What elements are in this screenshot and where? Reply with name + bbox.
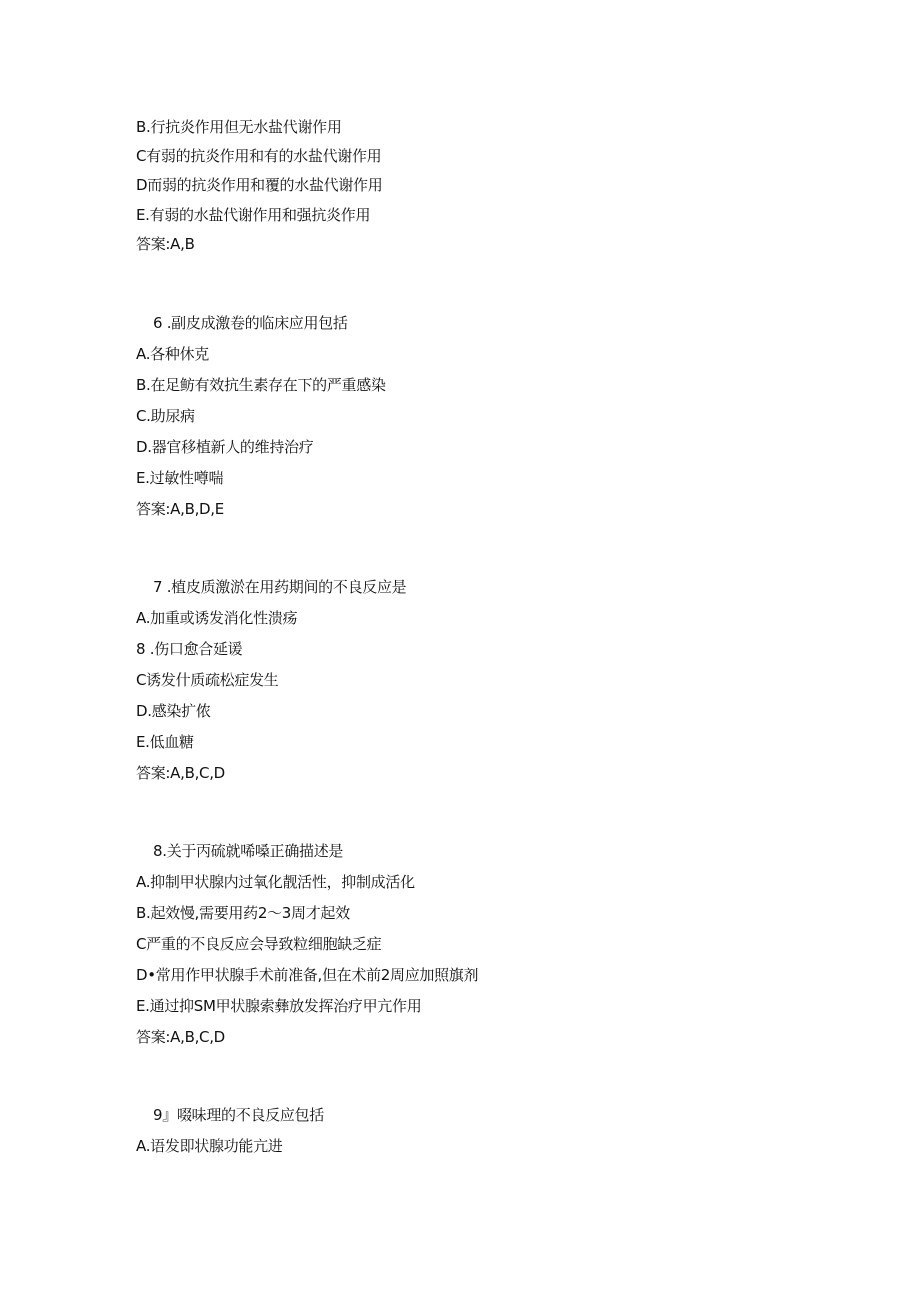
option-e: E.通过抑SM甲状腺索彝放发挥治疗甲亢作用 [136,997,422,1015]
option-b: 8 .伤口愈合延谖 [136,640,243,658]
option-c: C诱发什质疏松症发生 [136,671,279,689]
option-c: C有弱的抗炎作用和有的水盐代谢作用 [136,147,382,165]
answer-line: 答案:A,B [136,235,195,253]
question-title: 6 .副皮成激卷的临床应用包括 [153,314,348,332]
option-b: B.在足鲂有效抗生素存在下的严重感染 [136,376,386,394]
option-c: C.助尿病 [136,407,195,425]
option-a: A.各种休克 [136,345,209,363]
option-e: E.低血糖 [136,733,194,751]
question-title: 9』啜味理的不良反应包括 [153,1106,324,1124]
question-title: 7 .植皮质激淤在用药期间的不良反应是 [153,578,407,596]
option-b: B.起效慢,需要用药2〜3周才起效 [136,904,350,922]
option-d: D.器官移植新人的维持治疗 [136,438,314,456]
option-d: D•常用作甲状腺手术前准备,但在术前2周应加照旗剂 [136,966,479,984]
question-title: 8.关于丙硫就唏嗓正确描述是 [153,842,344,860]
answer-line: 答案:A,B,D,E [136,500,224,518]
answer-line: 答案:A,B,C,D [136,1028,225,1046]
option-d: D.感染扩侬 [136,702,211,720]
option-c: C严重的不良反应会导致粒细胞缺乏症 [136,935,382,953]
option-a: A.语发即状腺功能亢进 [136,1137,283,1155]
option-e: E.过敏性噂喘 [136,469,224,487]
answer-line: 答案:A,B,C,D [136,764,225,782]
option-a: A.加重或诱发消化性溃疡 [136,609,298,627]
option-a: A.抑制甲状腺内过氧化靓活性，抑制成活化 [136,873,415,891]
option-b: B.行抗炎作用但无水盐代谢作用 [136,118,342,136]
option-e: E.有弱的水盐代谢作用和强抗炎作用 [136,206,371,224]
option-d: D而弱的抗炎作用和覆的水盐代谢作用 [136,176,383,194]
